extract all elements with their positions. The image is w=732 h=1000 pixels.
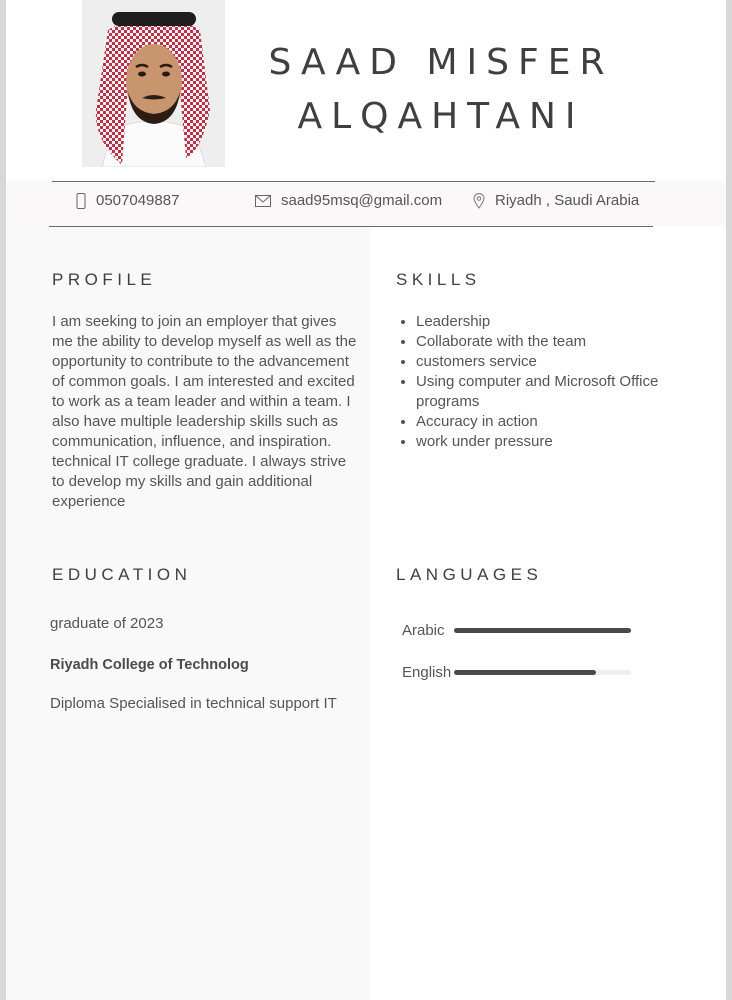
skill-item: customers service: [398, 352, 698, 372]
education-heading: EDUCATION: [52, 565, 192, 584]
resume-page: [6, 0, 726, 1000]
location-text: Riyadh , Saudi Arabia: [495, 192, 640, 209]
mail-icon: [255, 195, 271, 207]
language-level-track: [454, 670, 631, 675]
skill-item: work under pressure: [398, 432, 698, 452]
divider-top: [52, 181, 655, 182]
language-row-english: [402, 664, 631, 681]
education-graduation: graduate of 2023: [50, 615, 164, 632]
profile-photo: [82, 0, 225, 167]
language-name: Arabic: [402, 622, 445, 639]
skills-list: [398, 312, 698, 452]
skills-heading: SKILLS: [396, 270, 481, 289]
skill-item: Using computer and Microsoft Office programs: [398, 372, 698, 412]
languages-heading: LANGUAGES: [396, 565, 543, 584]
contact-phone[interactable]: [76, 192, 179, 209]
profile-text: I am seeking to join an employer that gives me the ability to develop myself as well as the opportunity to contribute to the advancement of common goals. I am interested and excited to work as a team leader and within a team. I also have multiple leadership skills such as communication, influence, and inspiration. technical IT college graduate. I always strive to develop my skills and gain additional experience: [52, 313, 357, 510]
contact-location: [473, 192, 639, 209]
language-level-fill: [454, 670, 596, 675]
language-row-arabic: [402, 622, 631, 639]
phone-number: 0507049887: [96, 192, 180, 209]
candidate-name: [246, 36, 636, 144]
language-level-fill: [454, 628, 631, 633]
skill-item: Leadership: [398, 312, 698, 332]
profile-heading: PROFILE: [52, 270, 157, 289]
name-line-2: ALQAHTANI: [297, 96, 585, 137]
language-name: English: [402, 664, 452, 681]
divider-bottom: [49, 226, 653, 227]
phone-icon: [76, 193, 86, 209]
skill-item: Collaborate with the team: [398, 332, 698, 352]
contact-email[interactable]: [255, 192, 442, 209]
name-line-1: SAAD MISFER: [268, 42, 614, 83]
language-level-track: [454, 628, 631, 633]
email-address: saad95msq@gmail.com: [281, 192, 443, 209]
location-pin-icon: [473, 193, 485, 209]
education-diploma: Diploma Specialised in technical support IT: [50, 695, 337, 712]
skill-item: Accuracy in action: [398, 412, 698, 432]
education-school: Riyadh College of Technolog: [50, 657, 249, 673]
